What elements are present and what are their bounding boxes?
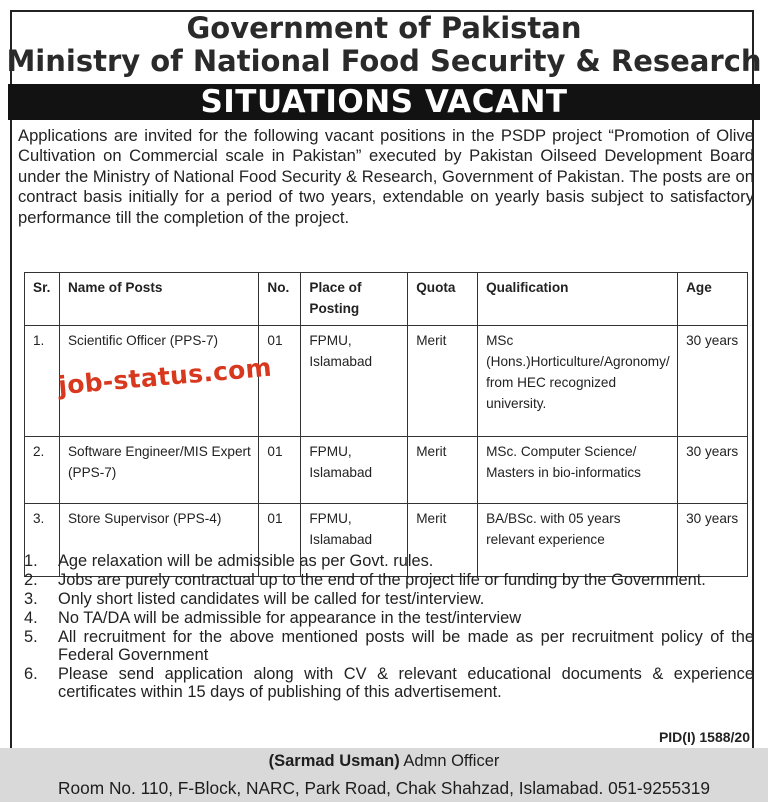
note-text: Please send application along with CV & relevant educational documents & experience certificates within 15 days of publishing of this advertisement. — [58, 665, 754, 701]
note-number: 6. — [24, 665, 38, 683]
note-number: 5. — [24, 628, 38, 646]
header-qualification: Qualification — [478, 273, 678, 326]
note-number: 1. — [24, 552, 38, 570]
cell-quota: Merit — [408, 326, 478, 437]
list-item — [24, 609, 754, 627]
header-quota: Quota — [408, 273, 478, 326]
header-age: Age — [678, 273, 748, 326]
officer-title: Admn Officer — [399, 752, 500, 770]
list-item — [24, 590, 754, 608]
contact-address: Room No. 110, F-Block, NARC, Park Road, Chak Shahzad, Islamabad. 051-9255319 — [0, 774, 768, 802]
header-post: Name of Posts — [59, 273, 258, 326]
cell-no: 01 — [259, 326, 301, 437]
list-item — [24, 571, 754, 589]
list-item — [24, 552, 754, 570]
government-title: Government of Pakistan — [186, 11, 582, 45]
notes-list — [24, 552, 754, 702]
cell-sr: 3. — [25, 504, 60, 577]
cell-place: FPMU, Islamabad — [301, 326, 408, 437]
cell-no: 01 — [259, 437, 301, 504]
cell-post: Software Engineer/MIS Expert (PPS-7) — [59, 437, 258, 504]
situations-vacant-banner: SITUATIONS VACANT — [8, 84, 760, 120]
cell-qualification: MSc. Computer Science/ Masters in bio-informatics — [478, 437, 678, 504]
note-text: Only short listed candidates will be called for test/interview. — [58, 590, 485, 608]
header-place: Place of Posting — [301, 273, 408, 326]
watermark-text: job-status.com — [57, 352, 273, 401]
cell-no: 01 — [259, 504, 301, 577]
note-number: 4. — [24, 609, 38, 627]
cell-place: FPMU, Islamabad — [301, 437, 408, 504]
table-row — [25, 437, 748, 504]
list-item — [24, 665, 754, 701]
cell-age: 30 years — [678, 326, 748, 437]
officer-name: (Sarmad Usman) — [268, 752, 400, 770]
header-sr: Sr. — [25, 273, 60, 326]
cell-post: Scientific Officer (PPS-7) — [59, 326, 258, 437]
cell-sr: 2. — [25, 437, 60, 504]
positions-table — [24, 272, 748, 577]
cell-post: Store Supervisor (PPS-4) — [59, 504, 258, 577]
cell-quota: Merit — [408, 437, 478, 504]
note-text: All recruitment for the above mentioned posts will be made as per recruitment policy of the Federal Government — [58, 628, 754, 664]
note-number: 2. — [24, 571, 38, 589]
list-item — [24, 628, 754, 664]
intro-paragraph: Applications are invited for the following vacant positions in the PSDP project “Promotion of Olive Cultivation on Commercial scale in Pakistan” executed by Pakistan Oilseed Development Board under the Ministry of National Food Security & Research, Government of Pakistan. The posts are on contract basis initially for a period of two years, extendable on yearly basis subject to satisfactory performance till the completion of the project. — [18, 126, 754, 227]
header-no: No. — [259, 273, 301, 326]
cell-quota: Merit — [408, 504, 478, 577]
ministry-title: Ministry of National Food Security & Research — [6, 44, 762, 78]
note-text: No TA/DA will be admissible for appearance in the test/interview — [58, 609, 522, 627]
cell-age: 30 years — [678, 504, 748, 577]
note-number: 3. — [24, 590, 38, 608]
pid-number: PID(I) 1588/20 — [658, 729, 750, 745]
note-text: Age relaxation will be admissible as per Govt. rules. — [58, 552, 434, 570]
officer-line — [0, 748, 768, 774]
table-header-row — [25, 273, 748, 326]
cell-qualification: MSc (Hons.)Horticulture/Agronomy/ from HEC recognized university. — [478, 326, 678, 437]
cell-place: FPMU, Islamabad — [301, 504, 408, 577]
cell-qualification: BA/BSc. with 05 years relevant experience — [478, 504, 678, 577]
note-text: Jobs are purely contractual up to the end of the project life or funding by the Government. — [58, 571, 706, 589]
cell-sr: 1. — [25, 326, 60, 437]
cell-age: 30 years — [678, 437, 748, 504]
